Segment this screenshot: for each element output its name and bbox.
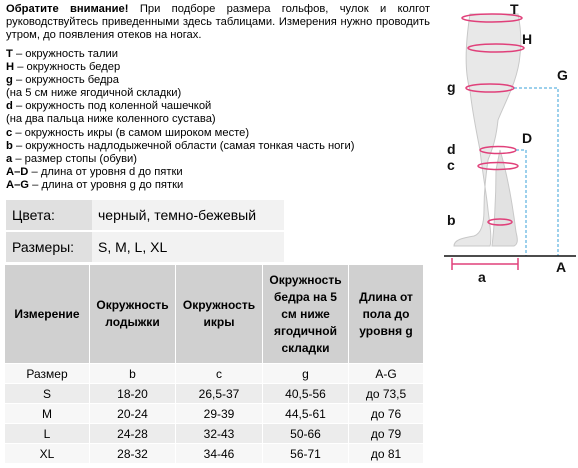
measurement-legend [6, 48, 406, 192]
table-cell: Размер [5, 364, 90, 384]
table-cell: 50-66 [263, 424, 349, 444]
legend-item: a – размер стопы (обуви) [6, 152, 138, 165]
table-cell: 20-24 [90, 404, 176, 424]
intro-text [6, 3, 430, 42]
table-cell: 28-32 [90, 444, 176, 464]
legend-item: (на 5 см ниже ягодичной складки) [6, 87, 182, 100]
leg-measurement-diagram [440, 0, 578, 290]
legend-item: A–G – длина от уровня g до пятки [6, 178, 184, 191]
length-guide-g [514, 88, 558, 256]
sizes-value: S, M, L, XL [92, 231, 284, 262]
table-cell: до 81 [349, 444, 424, 464]
label-G: G [557, 67, 568, 83]
table-cell: 26,5-37 [176, 384, 263, 404]
label-d: d [447, 141, 456, 157]
legend-item: d – окружность под коленной чашечкой [6, 100, 212, 113]
colors-label: Цвета: [6, 200, 92, 231]
table-cell: до 79 [349, 424, 424, 444]
label-D: D [522, 130, 533, 146]
table-cell: L [5, 424, 90, 444]
sizes-label: Размеры: [6, 231, 92, 262]
table-cell: 44,5-61 [263, 404, 349, 424]
intro-warning: Обратите внимание! [6, 3, 129, 15]
table-row [5, 364, 424, 384]
table-row [5, 404, 424, 424]
table-cell: до 73,5 [349, 384, 424, 404]
intro-body: При подборе размера гольфов, чулок и колгот руководствуйтесь приведенными здесь таблицами. Измерения нужно проводить утром, до появления отеков на ногах. [6, 3, 430, 41]
size-table [4, 264, 424, 464]
table-cell: b [90, 364, 176, 384]
table-cell: 40,5-56 [263, 384, 349, 404]
table-cell: g [263, 364, 349, 384]
table-cell: 24-28 [90, 424, 176, 444]
label-H: H [522, 31, 533, 47]
table-cell: S [5, 384, 90, 404]
table-cell: 56-71 [263, 444, 349, 464]
label-a: a [478, 269, 486, 285]
header-calf: Окружность икры [176, 265, 263, 364]
table-cell: до 76 [349, 404, 424, 424]
table-row [5, 424, 424, 444]
legend-item: c – окружность икры (в самом широком месте) [6, 126, 250, 139]
header-measurement: Измерение [5, 265, 90, 364]
table-cell: 18-20 [90, 384, 176, 404]
header-thigh: Окружность бедра на 5 см ниже ягодичной складки [263, 265, 349, 364]
table-row [5, 384, 424, 404]
colors-row [6, 200, 284, 231]
colors-value: черный, темно-бежевый [92, 200, 284, 231]
label-A: A [556, 259, 567, 275]
table-cell: 34-46 [176, 444, 263, 464]
legend-item: A–D – длина от уровня d до пятки [6, 165, 183, 178]
size-table-header [5, 265, 424, 364]
label-c: c [447, 157, 455, 173]
table-cell: c [176, 364, 263, 384]
label-g: g [447, 79, 456, 95]
table-cell: 29-39 [176, 404, 263, 424]
legend-item: H – окружность бедер [6, 61, 121, 74]
table-cell: M [5, 404, 90, 424]
label-T: T [510, 1, 519, 17]
table-cell: XL [5, 444, 90, 464]
header-length: Длина от пола до уровня g [349, 265, 424, 364]
legend-item: g – окружность бедра [6, 74, 119, 87]
legend-item: T – окружность талии [6, 48, 118, 60]
product-info-table [6, 200, 284, 262]
table-cell: A-G [349, 364, 424, 384]
legend-item: (на два пальца ниже коленного сустава) [6, 113, 216, 126]
sizes-row [6, 231, 284, 262]
header-ankle: Окружность лодыжки [90, 265, 176, 364]
table-row [5, 444, 424, 464]
table-cell: 32-43 [176, 424, 263, 444]
label-b: b [447, 212, 456, 228]
legend-item: b – окружность надлодыжечной области (самая тонкая часть ноги) [6, 139, 355, 152]
